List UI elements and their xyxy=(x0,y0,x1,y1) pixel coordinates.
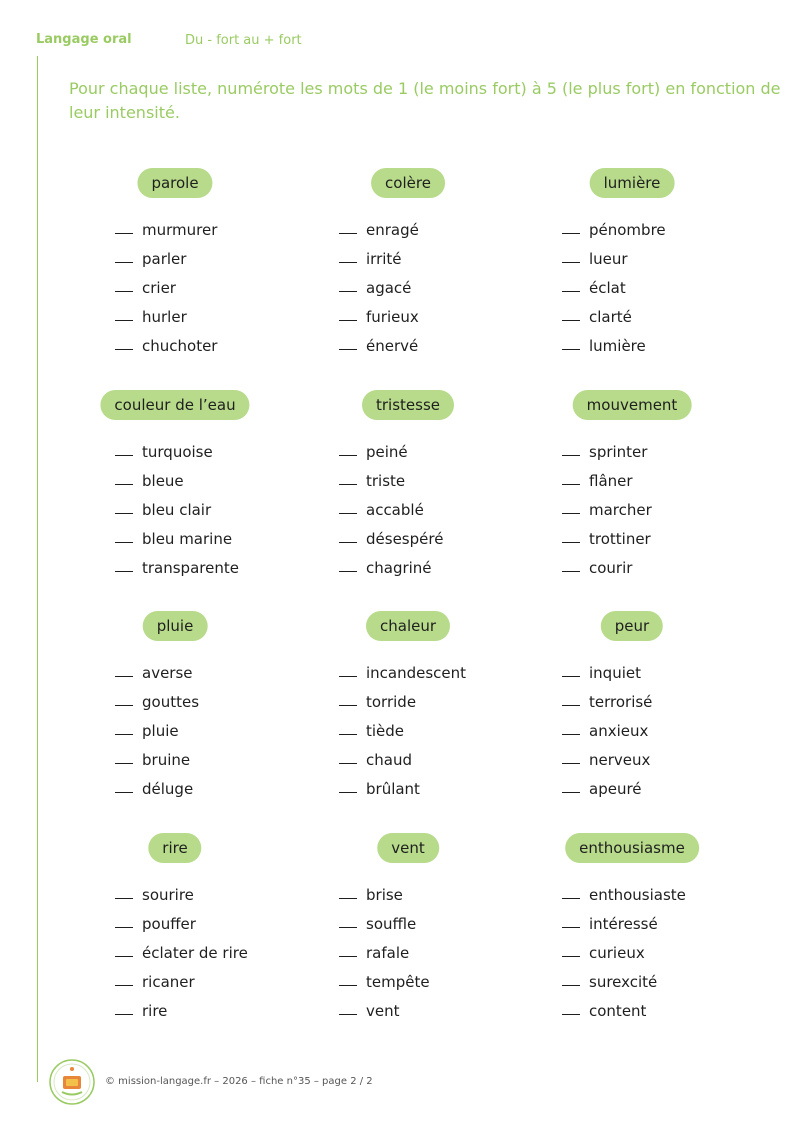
word-list-chaleur xyxy=(339,663,466,808)
list-item xyxy=(115,721,199,750)
word: turquoise xyxy=(142,443,213,461)
list-item xyxy=(339,471,443,500)
list-item xyxy=(115,220,217,249)
word: irrité xyxy=(366,250,402,268)
word: transparente xyxy=(142,559,239,577)
word-list-parole xyxy=(115,220,217,365)
word: hurler xyxy=(142,308,187,326)
list-item xyxy=(339,750,466,779)
word: murmurer xyxy=(142,221,218,239)
word: agacé xyxy=(366,279,412,297)
answer-blank[interactable] xyxy=(115,571,133,572)
list-item xyxy=(115,972,248,1001)
answer-blank[interactable] xyxy=(562,349,580,350)
list-item xyxy=(562,885,686,914)
word: triste xyxy=(366,472,406,490)
list-item xyxy=(115,249,217,278)
word: souffle xyxy=(366,915,417,933)
footer-copyright: © mission-langage.fr – 2026 – fiche n°35 – page 2 / 2 xyxy=(105,1076,373,1087)
answer-blank[interactable] xyxy=(562,898,580,899)
list-item xyxy=(562,471,652,500)
list-item xyxy=(339,249,419,278)
word: trottiner xyxy=(589,530,651,548)
group-title-parole: parole xyxy=(137,168,212,198)
answer-blank[interactable] xyxy=(562,262,580,263)
answer-blank[interactable] xyxy=(115,233,133,234)
word-list-enthousiasme xyxy=(562,885,686,1030)
word: tempête xyxy=(366,973,430,991)
list-item xyxy=(115,692,199,721)
list-item xyxy=(115,529,239,558)
list-item xyxy=(339,442,443,471)
list-item xyxy=(339,500,443,529)
list-item xyxy=(339,943,430,972)
list-item xyxy=(115,663,199,692)
answer-blank[interactable] xyxy=(562,484,580,485)
list-item xyxy=(339,692,466,721)
answer-blank[interactable] xyxy=(115,262,133,263)
word: chaud xyxy=(366,751,412,769)
word-list-tristesse xyxy=(339,442,443,587)
word: pénombre xyxy=(589,221,666,239)
word: chuchoter xyxy=(142,337,218,355)
list-item xyxy=(562,442,652,471)
list-item xyxy=(115,1001,248,1030)
answer-blank[interactable] xyxy=(115,455,133,456)
answer-blank[interactable] xyxy=(339,956,357,957)
answer-blank[interactable] xyxy=(562,734,580,735)
list-item xyxy=(562,529,652,558)
word: ricaner xyxy=(142,973,195,991)
list-item xyxy=(562,336,666,365)
answer-blank[interactable] xyxy=(562,676,580,677)
answer-blank[interactable] xyxy=(339,1014,357,1015)
list-item xyxy=(115,779,199,808)
word: terrorisé xyxy=(589,693,653,711)
group-title-mouvement: mouvement xyxy=(573,390,692,420)
answer-blank[interactable] xyxy=(562,1014,580,1015)
list-item xyxy=(115,442,239,471)
word: averse xyxy=(142,664,193,682)
word: courir xyxy=(589,559,633,577)
word: curieux xyxy=(589,944,645,962)
word: énervé xyxy=(366,337,419,355)
word: bleu marine xyxy=(142,530,233,548)
answer-blank[interactable] xyxy=(115,792,133,793)
answer-blank[interactable] xyxy=(562,792,580,793)
list-item xyxy=(339,914,430,943)
answer-blank[interactable] xyxy=(562,320,580,321)
answer-blank[interactable] xyxy=(115,705,133,706)
word: intéressé xyxy=(589,915,658,933)
word: bleu clair xyxy=(142,501,212,519)
group-title-tristesse: tristesse xyxy=(362,390,454,420)
answer-blank[interactable] xyxy=(115,349,133,350)
answer-blank[interactable] xyxy=(339,927,357,928)
list-item xyxy=(115,885,248,914)
list-item xyxy=(562,692,652,721)
answer-blank[interactable] xyxy=(562,542,580,543)
list-item xyxy=(562,1001,686,1030)
word: brise xyxy=(366,886,403,904)
list-item xyxy=(115,336,217,365)
group-title-peur: peur xyxy=(601,611,663,641)
word: inquiet xyxy=(589,664,641,682)
list-item xyxy=(562,779,652,808)
answer-blank[interactable] xyxy=(562,763,580,764)
list-item xyxy=(562,721,652,750)
answer-blank[interactable] xyxy=(562,927,580,928)
answer-blank[interactable] xyxy=(339,571,357,572)
word: lueur xyxy=(589,250,628,268)
answer-blank[interactable] xyxy=(115,985,133,986)
list-item xyxy=(339,558,443,587)
list-item xyxy=(339,1001,430,1030)
word: sourire xyxy=(142,886,194,904)
list-item xyxy=(339,336,419,365)
answer-blank[interactable] xyxy=(562,513,580,514)
word: pluie xyxy=(142,722,179,740)
word: crier xyxy=(142,279,176,297)
word: enragé xyxy=(366,221,419,239)
list-item xyxy=(339,885,430,914)
answer-blank[interactable] xyxy=(115,1014,133,1015)
word: flâner xyxy=(589,472,633,490)
answer-blank[interactable] xyxy=(115,898,133,899)
word: torride xyxy=(366,693,417,711)
answer-blank[interactable] xyxy=(562,956,580,957)
answer-blank[interactable] xyxy=(339,455,357,456)
answer-blank[interactable] xyxy=(115,291,133,292)
list-item xyxy=(115,307,217,336)
group-title-rire: rire xyxy=(148,833,201,863)
word: tiède xyxy=(366,722,405,740)
answer-blank[interactable] xyxy=(339,349,357,350)
word: bleue xyxy=(142,472,184,490)
answer-blank[interactable] xyxy=(339,985,357,986)
word: clarté xyxy=(589,308,632,326)
word: vent xyxy=(366,1002,400,1020)
word: gouttes xyxy=(142,693,200,711)
list-item xyxy=(339,721,466,750)
answer-blank[interactable] xyxy=(562,571,580,572)
group-title-pluie: pluie xyxy=(143,611,208,641)
answer-blank[interactable] xyxy=(339,484,357,485)
answer-blank[interactable] xyxy=(339,291,357,292)
list-item xyxy=(339,278,419,307)
word: content xyxy=(589,1002,647,1020)
worksheet-subtitle: Du - fort au + fort xyxy=(185,33,302,48)
word-list-peur xyxy=(562,663,652,808)
list-item xyxy=(339,663,466,692)
list-item xyxy=(115,558,239,587)
word: rire xyxy=(142,1002,168,1020)
word: déluge xyxy=(142,780,194,798)
answer-blank[interactable] xyxy=(339,705,357,706)
word: furieux xyxy=(366,308,419,326)
word: éclat xyxy=(589,279,626,297)
margin-rule xyxy=(37,56,38,1082)
list-item xyxy=(115,500,239,529)
list-item xyxy=(115,914,248,943)
word-list-pluie xyxy=(115,663,199,808)
word: anxieux xyxy=(589,722,649,740)
group-title-vent: vent xyxy=(377,833,439,863)
answer-blank[interactable] xyxy=(339,542,357,543)
answer-blank[interactable] xyxy=(115,676,133,677)
section-label: Langage oral xyxy=(36,32,132,47)
answer-blank[interactable] xyxy=(115,927,133,928)
group-title-couleur-eau: couleur de l’eau xyxy=(100,390,249,420)
list-item xyxy=(339,220,419,249)
list-item xyxy=(562,500,652,529)
mission-langage-logo-icon xyxy=(48,1058,96,1106)
instructions: Pour chaque liste, numérote les mots de 1 (le moins fort) à 5 (le plus fort) en fonction de leur intensité. xyxy=(69,79,781,122)
list-item xyxy=(115,943,248,972)
word: accablé xyxy=(366,501,424,519)
word: lumière xyxy=(589,337,646,355)
word: rafale xyxy=(366,944,410,962)
list-item xyxy=(562,943,686,972)
group-title-colere: colère xyxy=(371,168,445,198)
answer-blank[interactable] xyxy=(115,763,133,764)
list-item xyxy=(562,914,686,943)
word-list-couleur-eau xyxy=(115,442,239,587)
answer-blank[interactable] xyxy=(562,455,580,456)
word-list-colere xyxy=(339,220,419,365)
answer-blank[interactable] xyxy=(339,233,357,234)
word: désespéré xyxy=(366,530,444,548)
word: enthousiaste xyxy=(589,886,686,904)
list-item xyxy=(562,278,666,307)
list-item xyxy=(562,663,652,692)
answer-blank[interactable] xyxy=(115,484,133,485)
word: surexcité xyxy=(589,973,658,991)
answer-blank[interactable] xyxy=(562,291,580,292)
answer-blank[interactable] xyxy=(115,542,133,543)
word: nerveux xyxy=(589,751,651,769)
word-list-lumiere xyxy=(562,220,666,365)
word-list-rire xyxy=(115,885,248,1030)
list-item xyxy=(339,307,419,336)
answer-blank[interactable] xyxy=(562,233,580,234)
list-item xyxy=(339,779,466,808)
group-title-enthousiasme: enthousiasme xyxy=(565,833,699,863)
list-item xyxy=(115,750,199,779)
word: brûlant xyxy=(366,780,420,798)
word: éclater de rire xyxy=(142,944,248,962)
word: parler xyxy=(142,250,187,268)
word: bruine xyxy=(142,751,191,769)
answer-blank[interactable] xyxy=(562,705,580,706)
answer-blank[interactable] xyxy=(339,262,357,263)
list-item xyxy=(562,558,652,587)
list-item xyxy=(115,278,217,307)
list-item xyxy=(562,249,666,278)
word: marcher xyxy=(589,501,652,519)
answer-blank[interactable] xyxy=(339,734,357,735)
group-title-lumiere: lumière xyxy=(590,168,675,198)
list-item xyxy=(115,471,239,500)
word: pouffer xyxy=(142,915,196,933)
answer-blank[interactable] xyxy=(115,320,133,321)
answer-blank[interactable] xyxy=(339,676,357,677)
word: peiné xyxy=(366,443,408,461)
word-list-vent xyxy=(339,885,430,1030)
answer-blank[interactable] xyxy=(339,513,357,514)
answer-blank[interactable] xyxy=(562,985,580,986)
word-list-mouvement xyxy=(562,442,652,587)
word: incandescent xyxy=(366,664,467,682)
answer-blank[interactable] xyxy=(339,320,357,321)
word: chagriné xyxy=(366,559,432,577)
word: sprinter xyxy=(589,443,648,461)
list-item xyxy=(562,220,666,249)
list-item xyxy=(562,307,666,336)
answer-blank[interactable] xyxy=(115,513,133,514)
answer-blank[interactable] xyxy=(115,734,133,735)
word: apeuré xyxy=(589,780,642,798)
answer-blank[interactable] xyxy=(115,956,133,957)
list-item xyxy=(339,529,443,558)
list-item xyxy=(562,972,686,1001)
answer-blank[interactable] xyxy=(339,792,357,793)
list-item xyxy=(339,972,430,1001)
answer-blank[interactable] xyxy=(339,898,357,899)
answer-blank[interactable] xyxy=(339,763,357,764)
list-item xyxy=(562,750,652,779)
group-title-chaleur: chaleur xyxy=(366,611,450,641)
